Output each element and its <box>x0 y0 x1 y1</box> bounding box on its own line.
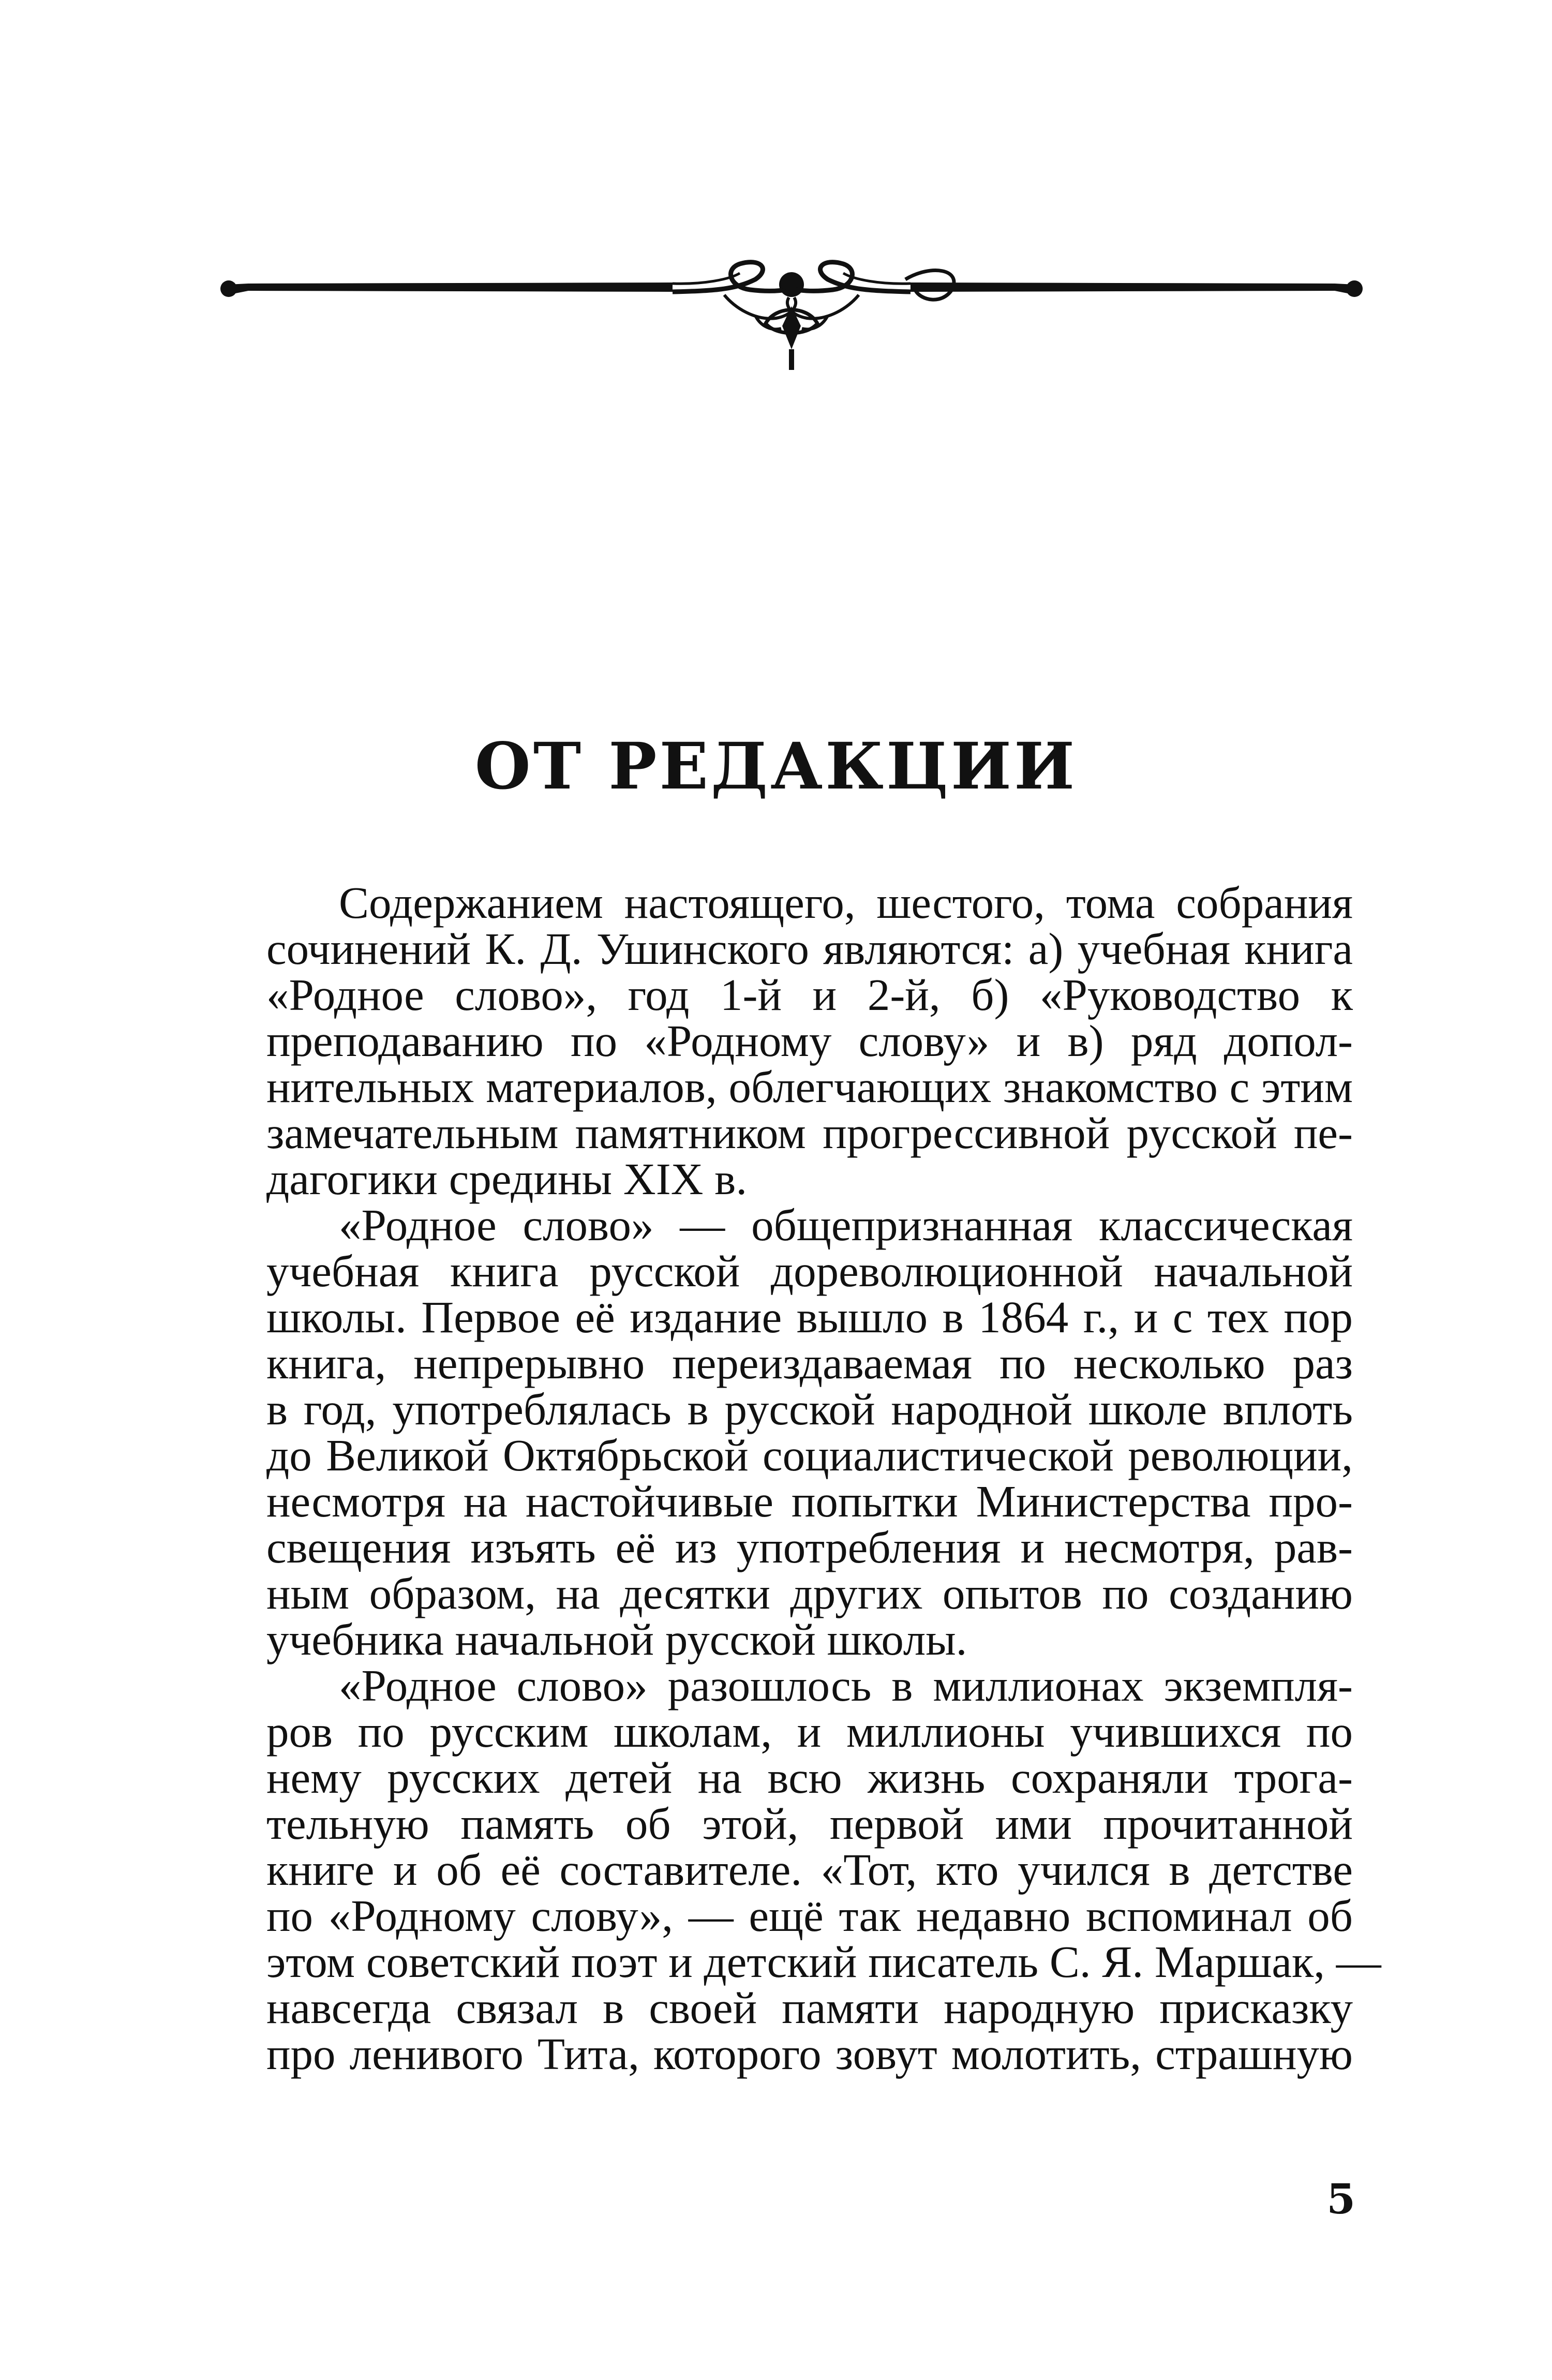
text-line: книга, непрерывно переиздаваемая по несколько раз <box>266 1338 1353 1388</box>
text-line: дагогики средины XIX в. <box>266 1154 748 1204</box>
text-line: школы. Первое её издание вышло в 1864 г., и с тех пор <box>266 1292 1353 1342</box>
text-line: по «Родному слову», — ещё так недавно вспоминал об <box>266 1891 1353 1941</box>
text-line: в год, употреблялась в русской народной школе вплоть <box>266 1384 1353 1434</box>
text-line: ным образом, на десятки других опытов по созданию <box>266 1568 1353 1618</box>
ornamental-rule-icon <box>217 259 1366 409</box>
text-line: преподаванию по «Родному слову» и в) ряд допол- <box>266 1016 1353 1066</box>
body-text <box>194 877 1381 2079</box>
text-line: учебника начальной русской школы. <box>266 1614 967 1664</box>
text-line: «Родное слово» — общепризнанная классическая <box>339 1200 1353 1250</box>
paragraph-3 <box>194 1660 1381 2079</box>
text-line: Содержанием настоящего, шестого, тома собрания <box>339 877 1353 928</box>
text-line: нительных материалов, облегчающих знакомство с этим <box>266 1062 1353 1112</box>
text-line: навсегда связал в своей памяти народную присказку <box>266 1983 1353 2033</box>
text-line: нему русских детей на всю жизнь сохраняли трога- <box>266 1752 1353 1803</box>
paragraph-2 <box>194 1202 1353 1662</box>
page-number: 5 <box>1326 2175 1355 2223</box>
text-line: сочинений К. Д. Ушинского являются: а) учебная книга <box>266 924 1353 974</box>
text-line: учебная книга русской дореволюционной начальной <box>266 1246 1353 1296</box>
text-line: про ленивого Тита, которого зовут молотить, страшную <box>266 2029 1353 2079</box>
text-line: книге и об её составителе. «Тот, кто учился в детстве <box>266 1844 1353 1895</box>
text-line: «Родное слово», год 1-й и 2-й, б) «Руководство к <box>266 970 1353 1020</box>
text-line: свещения изъять её из употребления и несмотря, рав- <box>266 1522 1353 1572</box>
text-line: «Родное слово» разошлось в миллионах экземпля- <box>339 1660 1353 1710</box>
text-line: несмотря на настойчивые попытки Министерства про- <box>266 1476 1353 1526</box>
section-title: ОТ РЕДАКЦИИ <box>474 729 1078 804</box>
text-line: до Великой Октябрьской социалистической революции, <box>266 1430 1353 1480</box>
text-line: ров по русским школам, и миллионы учившихся по <box>266 1706 1353 1757</box>
text-line: замечательным памятником прогрессивной русской пе- <box>266 1108 1353 1158</box>
text-line: тельную память об этой, первой ими прочитанной <box>266 1798 1353 1849</box>
text-line: этом советский поэт и детский писатель С. Я. Маршак, — <box>266 1937 1381 1987</box>
paragraph-1 <box>194 877 1353 1204</box>
